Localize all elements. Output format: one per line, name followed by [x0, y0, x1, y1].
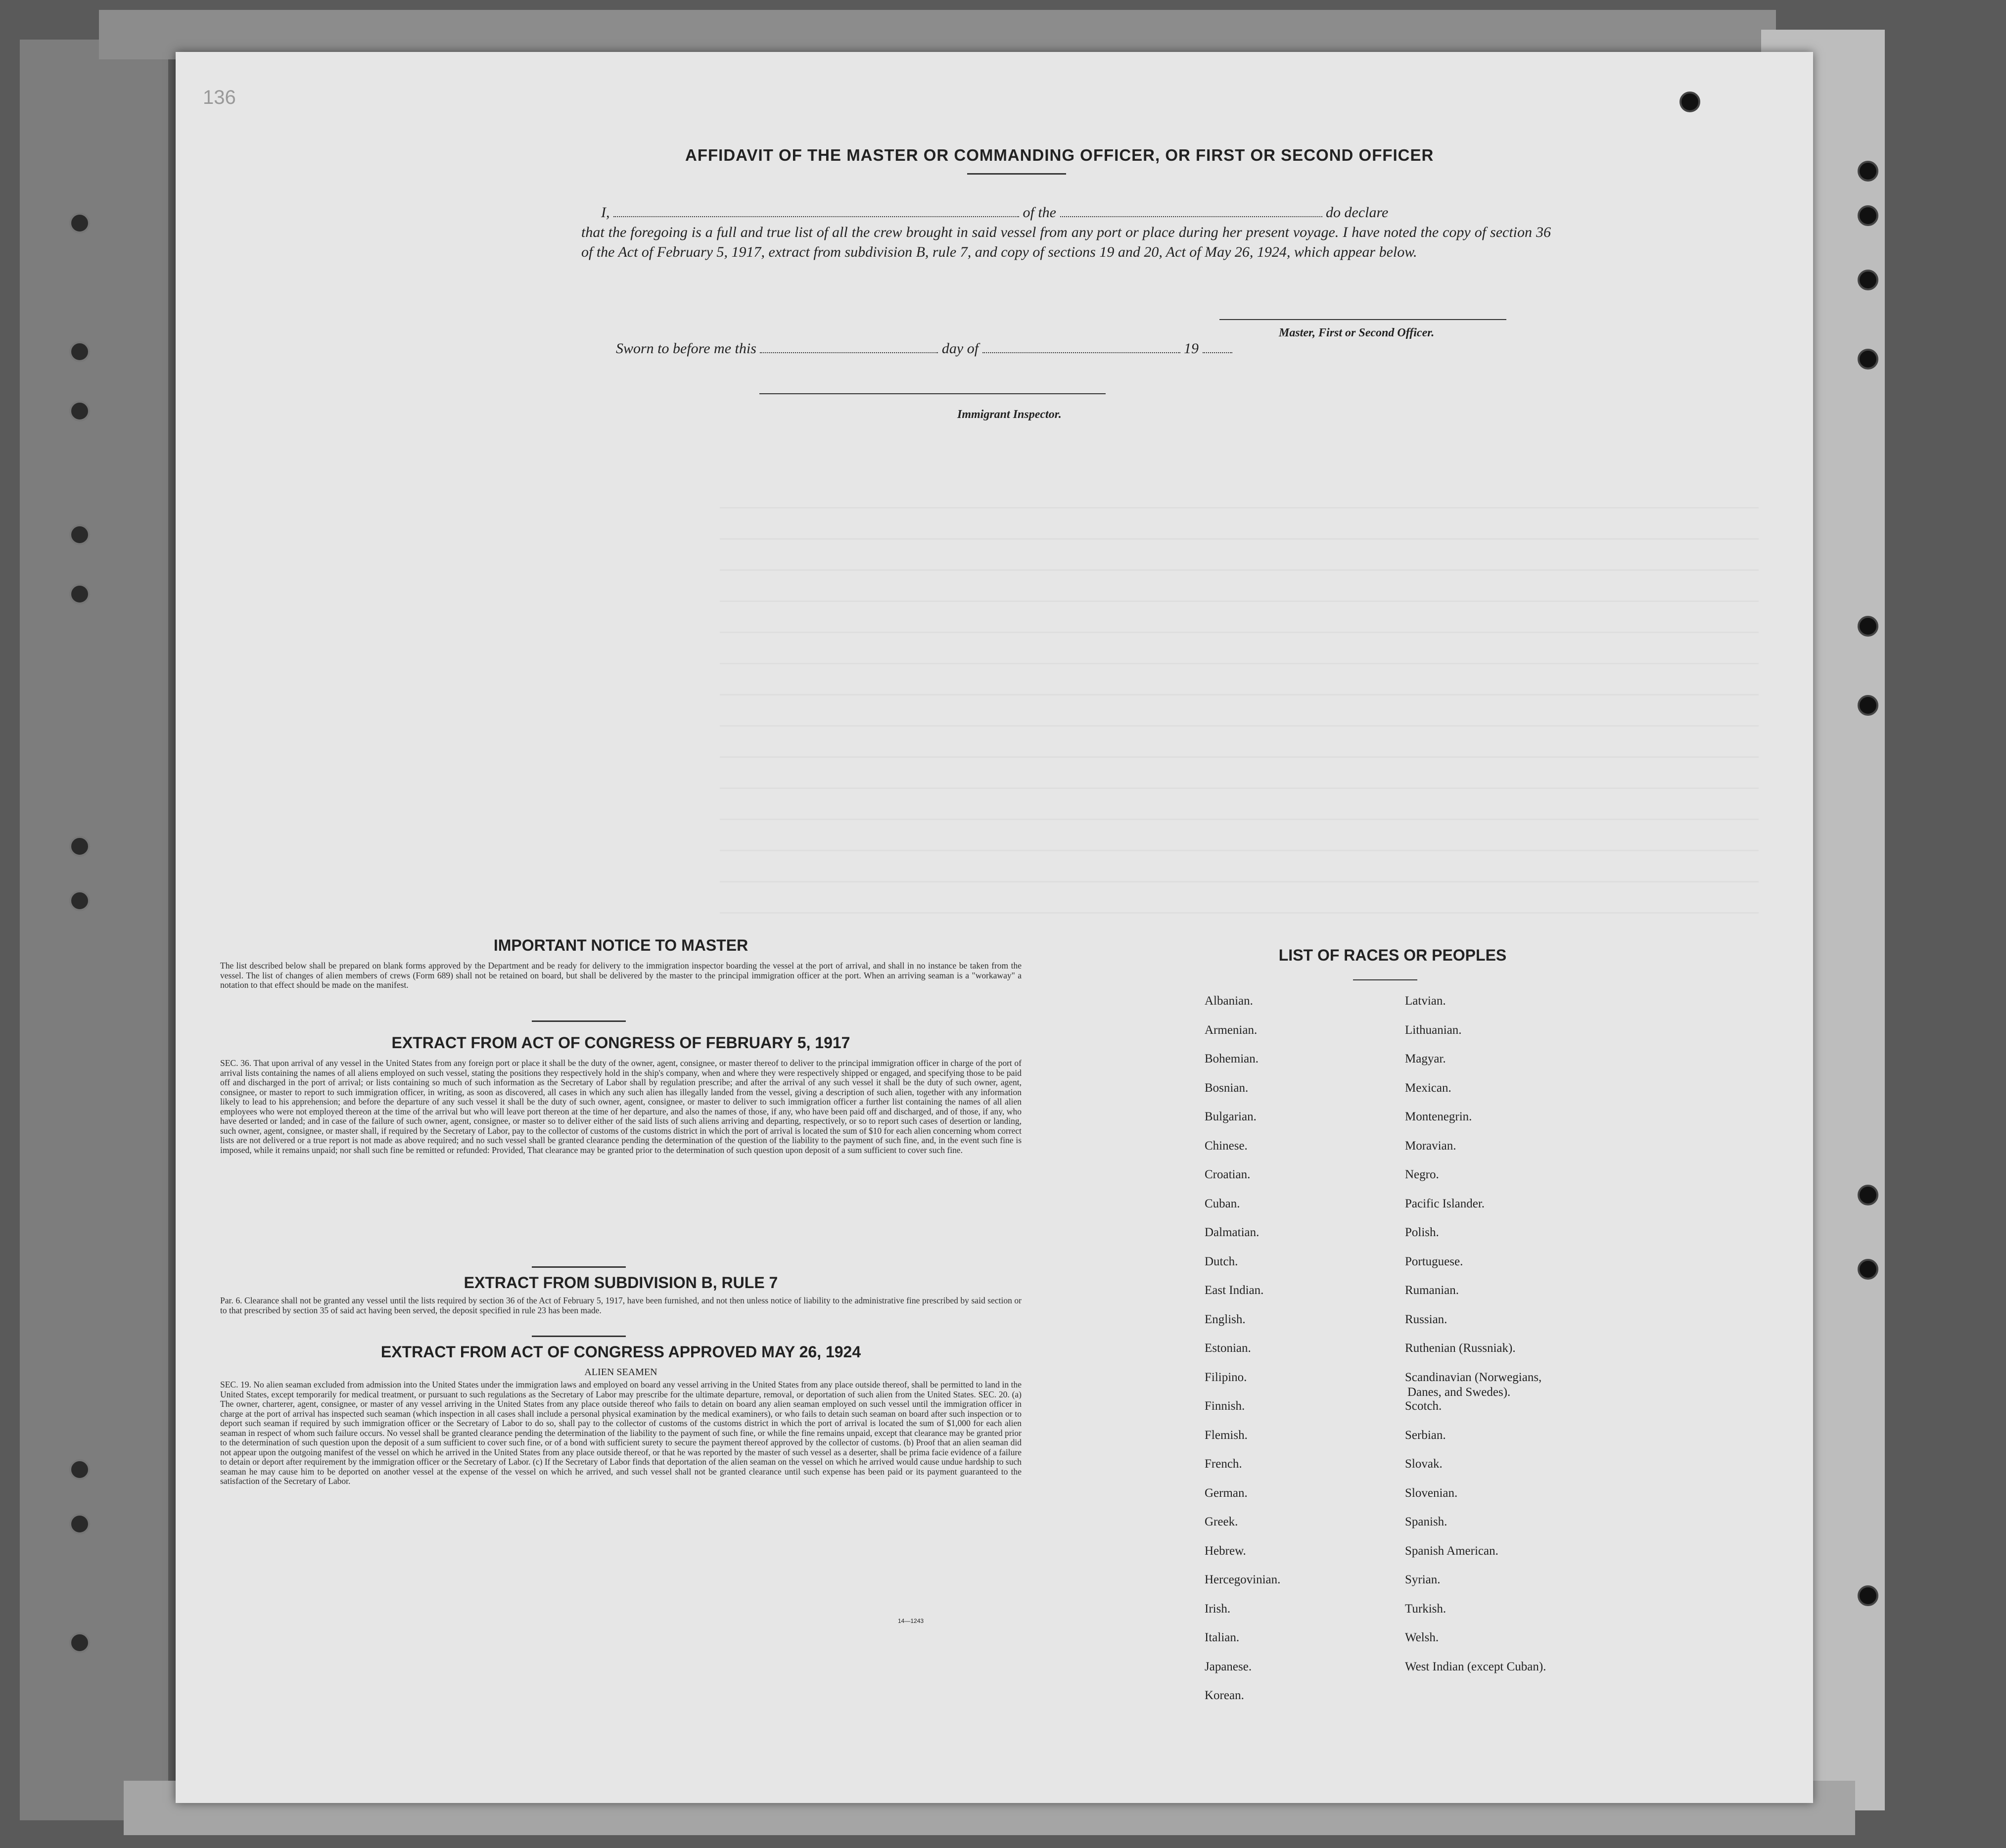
race-item-right: Montenegrin. — [1405, 1110, 1472, 1123]
handwritten-number: 136 — [203, 87, 236, 108]
race-item-left: Irish. — [1205, 1602, 1231, 1616]
binder-hole-icon — [1679, 92, 1700, 112]
race-item-right: Scotch. — [1405, 1399, 1442, 1413]
affidavit-first-line — [581, 203, 1571, 223]
race-item-right: Spanish American. — [1405, 1544, 1498, 1558]
race-item-left: Cuban. — [1205, 1197, 1240, 1210]
binder-hole-icon — [69, 213, 90, 233]
race-item-left: Estonian. — [1205, 1341, 1251, 1355]
race-item-right: Moravian. — [1405, 1139, 1456, 1153]
binder-hole-icon — [1858, 1585, 1878, 1606]
inspector-label: Immigrant Inspector. — [957, 408, 1062, 421]
binder-hole-icon — [69, 1514, 90, 1534]
extract3-body: SEC. 19. No alien seaman excluded from admission into the United States under the immigration laws and employed on board any vessel arriving in the United States from any place outside thereof, shall be permitted to land in the United States, except temporarily for medical treatment, or pursuant to such regulations as the Secretary of Labor may prescribe for the ultimate departure, removal, or deportation of such alien from the United States. SEC. 20. (a) The owner, charterer, agent, consignee, or master of any vessel arriving in the United States from any place outside thereof who fails to detain on board any alien seaman employed on such vessel until the immigration officer in charge at the port of arrival has inspected such seaman (which inspection in all cases shall include a personal physical examination by the medical examiners), or who fails to detain such seaman on board after such inspection or to deport such seaman if required by such immigration officer or the Secretary of Labor to do so, shall pay to the collector of customs of the customs district in which the port of arrival is located the sum of $1,000 for each alien seaman in respect of whom such failure occurs. No vessel shall be granted clearance pending the determination of the liability to the payment of such fine, or while the fine remains unpaid, except that clearance may be granted prior to the determination of such question upon the deposit of a sum sufficient to cover such fine, or of a bond with sufficient surety to secure the payment thereof approved by the collector of customs. (b) Proof that an alien seaman did not appear upon the outgoing manifest of the vessel on which he arrived in the United States from any place outside thereof, or that he was reported by the master of such vessel as a deserter, shall be prima facie evidence of a failure to detain or deport after requirement by the immigration officer or the Secretary of Labor. (c) If the Secretary of Labor finds that deportation of the alien seaman on the vessel on which he arrived would cause undue hardship to such seaman he may cause him to be deported on another vessel at the expense of the vessel on which he arrived, and such vessel shall not be granted clearance until such expense has been paid or its payment guaranteed to the satisfaction of the Secretary of Labor. — [220, 1380, 1022, 1486]
binder-hole-icon — [69, 341, 90, 362]
notice-body: The list described below shall be prepared on blank forms approved by the Department and be ready for delivery to the immigration inspector boarding the vessel at the port of arrival, and shall in no instance be taken from the vessel. The list of changes of alien members of crews (Form 689) shall not be retained on board, but shall be delivered by the master to the principal immigration officer at the port. When an arriving seaman is a "workaway" a notation to that effect should be made on the manifest. — [220, 961, 1022, 990]
binder-hole-icon — [1858, 161, 1878, 182]
race-item-right: Negro. — [1405, 1168, 1439, 1181]
master-name-field[interactable] — [613, 216, 1019, 217]
race-item-right: Portuguese. — [1405, 1254, 1463, 1268]
sworn-month-field[interactable] — [982, 352, 1180, 353]
race-item-left: Bohemian. — [1205, 1052, 1259, 1065]
race-item-right: West Indian (except Cuban). — [1405, 1660, 1546, 1673]
race-item-right: Rumanian. — [1405, 1284, 1459, 1297]
race-item-left: English. — [1205, 1312, 1246, 1326]
race-item-right: Scandinavian (Norwegians, — [1405, 1370, 1542, 1384]
title-rule — [967, 173, 1066, 175]
race-item-left: Bulgarian. — [1205, 1110, 1257, 1123]
race-item-right: Russian. — [1405, 1312, 1447, 1326]
race-item-right: Magyar. — [1405, 1052, 1446, 1065]
race-item-left: Flemish. — [1205, 1428, 1248, 1442]
race-item-right: Spanish. — [1405, 1515, 1447, 1528]
race-item-right: Latvian. — [1405, 994, 1446, 1008]
extract2-title: EXTRACT FROM SUBDIVISION B, RULE 7 — [464, 1274, 778, 1292]
race-item-right: Danes, and Swedes). — [1407, 1385, 1511, 1399]
race-item-left: Armenian. — [1205, 1023, 1258, 1037]
binder-hole-icon — [1858, 270, 1878, 290]
race-item-left: Albanian. — [1205, 994, 1253, 1008]
race-item-right: Slovak. — [1405, 1457, 1443, 1471]
race-item-left: Hebrew. — [1205, 1544, 1246, 1558]
race-item-right: Welsh. — [1405, 1631, 1439, 1644]
notice-rule — [532, 1020, 626, 1022]
binder-hole-icon — [1858, 695, 1878, 716]
race-item-left: Japanese. — [1205, 1660, 1252, 1673]
race-item-right: Syrian. — [1405, 1573, 1441, 1586]
extract1-title: EXTRACT FROM ACT OF CONGRESS OF FEBRUARY 5, 1917 — [391, 1034, 850, 1052]
form-number: 14—1243 — [898, 1617, 924, 1624]
race-item-right: Slovenian. — [1405, 1486, 1458, 1500]
affidavit-i-label: I, — [601, 204, 610, 221]
extract1-body: SEC. 36. That upon arrival of any vessel in the United States from any foreign port or place it shall be the duty of the owner, agent, consignee, or master thereof to deliver to the principal immigration officer in charge of the port of arrival lists containing the names of all aliens employed on such vessel, stating the positions they respectively hold in the ship's company, when and where they were respectively shipped or engaged, and specifying those to be paid off and discharged in the port of arrival; or lists containing so much of such information as the Secretary of Labor shall by regulation prescribe; and after the arrival of any such vessel it shall be the duty of such owner, agent, consignee, or master to report to such immigration officer, in writing, as soon as discovered, all cases in which any such alien has illegally landed from the vessel, giving a description of such alien, together with any information likely to lead to his apprehension; and before the departure of any such vessel it shall be the duty of such owner, agent, consignee, or master to deliver to such immigration officer a further list containing the names of all alien employees who were not employed thereon at the time of the arrival but who will leave port thereon at the time of her departure, and also the names of those, if any, who have been paid off and discharged, and of those, if any, who have deserted or landed; and in case of the failure of such owner, agent, consignee, or master so to deliver either of the said lists of such aliens arriving and departing, respectively, or so to report such cases of desertion or landing, such owner, agent, consignee, or master shall, if required by the Secretary of Labor, pay to the collector of customs of the customs district in which the port of arrival is located the sum of $10 for each alien concerning whom correct lists are not delivered or a true report is not made as above required; and no such vessel shall be granted clearance pending the determination of the question of the liability to the payment of such fine, and, in the event such fine is imposed, while it remains unpaid; nor shall such fine be remitted or refunded: Provided, That clearance may be granted prior to the determination of such question upon deposit of a sum sufficient to cover such fine. — [220, 1058, 1022, 1155]
race-item-right: Ruthenian (Russniak). — [1405, 1341, 1516, 1355]
race-item-right: Pacific Islander. — [1405, 1197, 1485, 1210]
affidavit-body: that the foregoing is a full and true list of all the crew brought in said vessel from any port or place during her present voyage. I have noted the copy of section 36 of the Act of February 5, 1917, extract from subdivision B, rule 7, and copy of sections 19 and 20, Act of May 26, 1924, which appear below. — [581, 224, 1551, 260]
race-item-left: Chinese. — [1205, 1139, 1248, 1153]
race-item-right: Mexican. — [1405, 1081, 1451, 1095]
notice-title: IMPORTANT NOTICE TO MASTER — [493, 936, 748, 954]
race-item-left: Bosnian. — [1205, 1081, 1249, 1095]
binder-hole-icon — [69, 1459, 90, 1480]
master-signature-label: Master, First or Second Officer. — [1279, 326, 1435, 339]
manifest-page — [176, 52, 1813, 1803]
race-item-left: Croatian. — [1205, 1168, 1251, 1181]
races-title: LIST OF RACES OR PEOPLES — [1278, 946, 1507, 964]
sworn-label: Sworn to before me this — [616, 340, 756, 357]
binder-hole-icon — [69, 1632, 90, 1653]
race-item-left: Italian. — [1205, 1631, 1240, 1644]
extract2-rule — [532, 1336, 626, 1337]
races-rule — [1353, 979, 1417, 980]
race-item-right: Serbian. — [1405, 1428, 1446, 1442]
binder-hole-icon — [1858, 1259, 1878, 1280]
binder-hole-icon — [69, 524, 90, 545]
race-item-left: German. — [1205, 1486, 1248, 1500]
sworn-year-label: 19 — [1184, 340, 1199, 357]
inspector-signature-line[interactable] — [759, 393, 1106, 394]
affidavit-title: AFFIDAVIT OF THE MASTER OR COMMANDING OFFICER, OR FIRST OR SECOND OFFICER — [685, 146, 1434, 164]
binder-hole-icon — [1858, 1185, 1878, 1205]
race-item-left: Hercegovinian. — [1205, 1573, 1281, 1586]
race-item-left: Korean. — [1205, 1689, 1244, 1702]
affidavit-of-label: of the — [1023, 204, 1056, 221]
extract1-rule — [532, 1266, 626, 1268]
race-item-left: Dalmatian. — [1205, 1226, 1260, 1239]
binder-hole-icon — [69, 584, 90, 604]
binder-hole-icon — [69, 890, 90, 911]
binder-hole-icon — [1858, 205, 1878, 226]
binder-hole-icon — [69, 401, 90, 421]
sworn-day-label: day of — [941, 340, 979, 357]
race-item-right: Lithuanian. — [1405, 1023, 1462, 1037]
race-item-left: Dutch. — [1205, 1254, 1238, 1268]
affidavit-declare-label: do declare — [1326, 204, 1389, 221]
master-signature-line[interactable] — [1219, 319, 1506, 320]
extract2-body: Par. 6. Clearance shall not be granted any vessel until the lists required by section 36 of the Act of February 5, 1917, have been furnished, and not then unless notice of liability to the administrative fine prescribed by said section or to that prescribed by section 35 of said act having been served, the deposit specified in rule 23 has been made. — [220, 1295, 1022, 1315]
binder-hole-icon — [1858, 616, 1878, 637]
race-item-left: French. — [1205, 1457, 1242, 1471]
sworn-year-field[interactable] — [1203, 352, 1232, 353]
race-item-left: East Indian. — [1205, 1284, 1264, 1297]
binder-hole-icon — [1858, 349, 1878, 370]
vessel-name-field[interactable] — [1060, 216, 1322, 217]
extract3-title: EXTRACT FROM ACT OF CONGRESS APPROVED MAY 26, 1924 — [380, 1343, 861, 1361]
background-sheet-left — [20, 40, 168, 1820]
race-item-left: Filipino. — [1205, 1370, 1247, 1384]
extract3-subtitle: ALIEN SEAMEN — [584, 1367, 657, 1378]
race-item-right: Turkish. — [1405, 1602, 1446, 1616]
race-item-left: Finnish. — [1205, 1399, 1245, 1413]
race-item-right: Polish. — [1405, 1226, 1439, 1239]
sworn-line — [616, 339, 1358, 359]
race-item-left: Greek. — [1205, 1515, 1238, 1528]
binder-hole-icon — [69, 836, 90, 857]
bleed-through-texture — [720, 477, 1759, 923]
sworn-day-field[interactable] — [760, 352, 938, 353]
